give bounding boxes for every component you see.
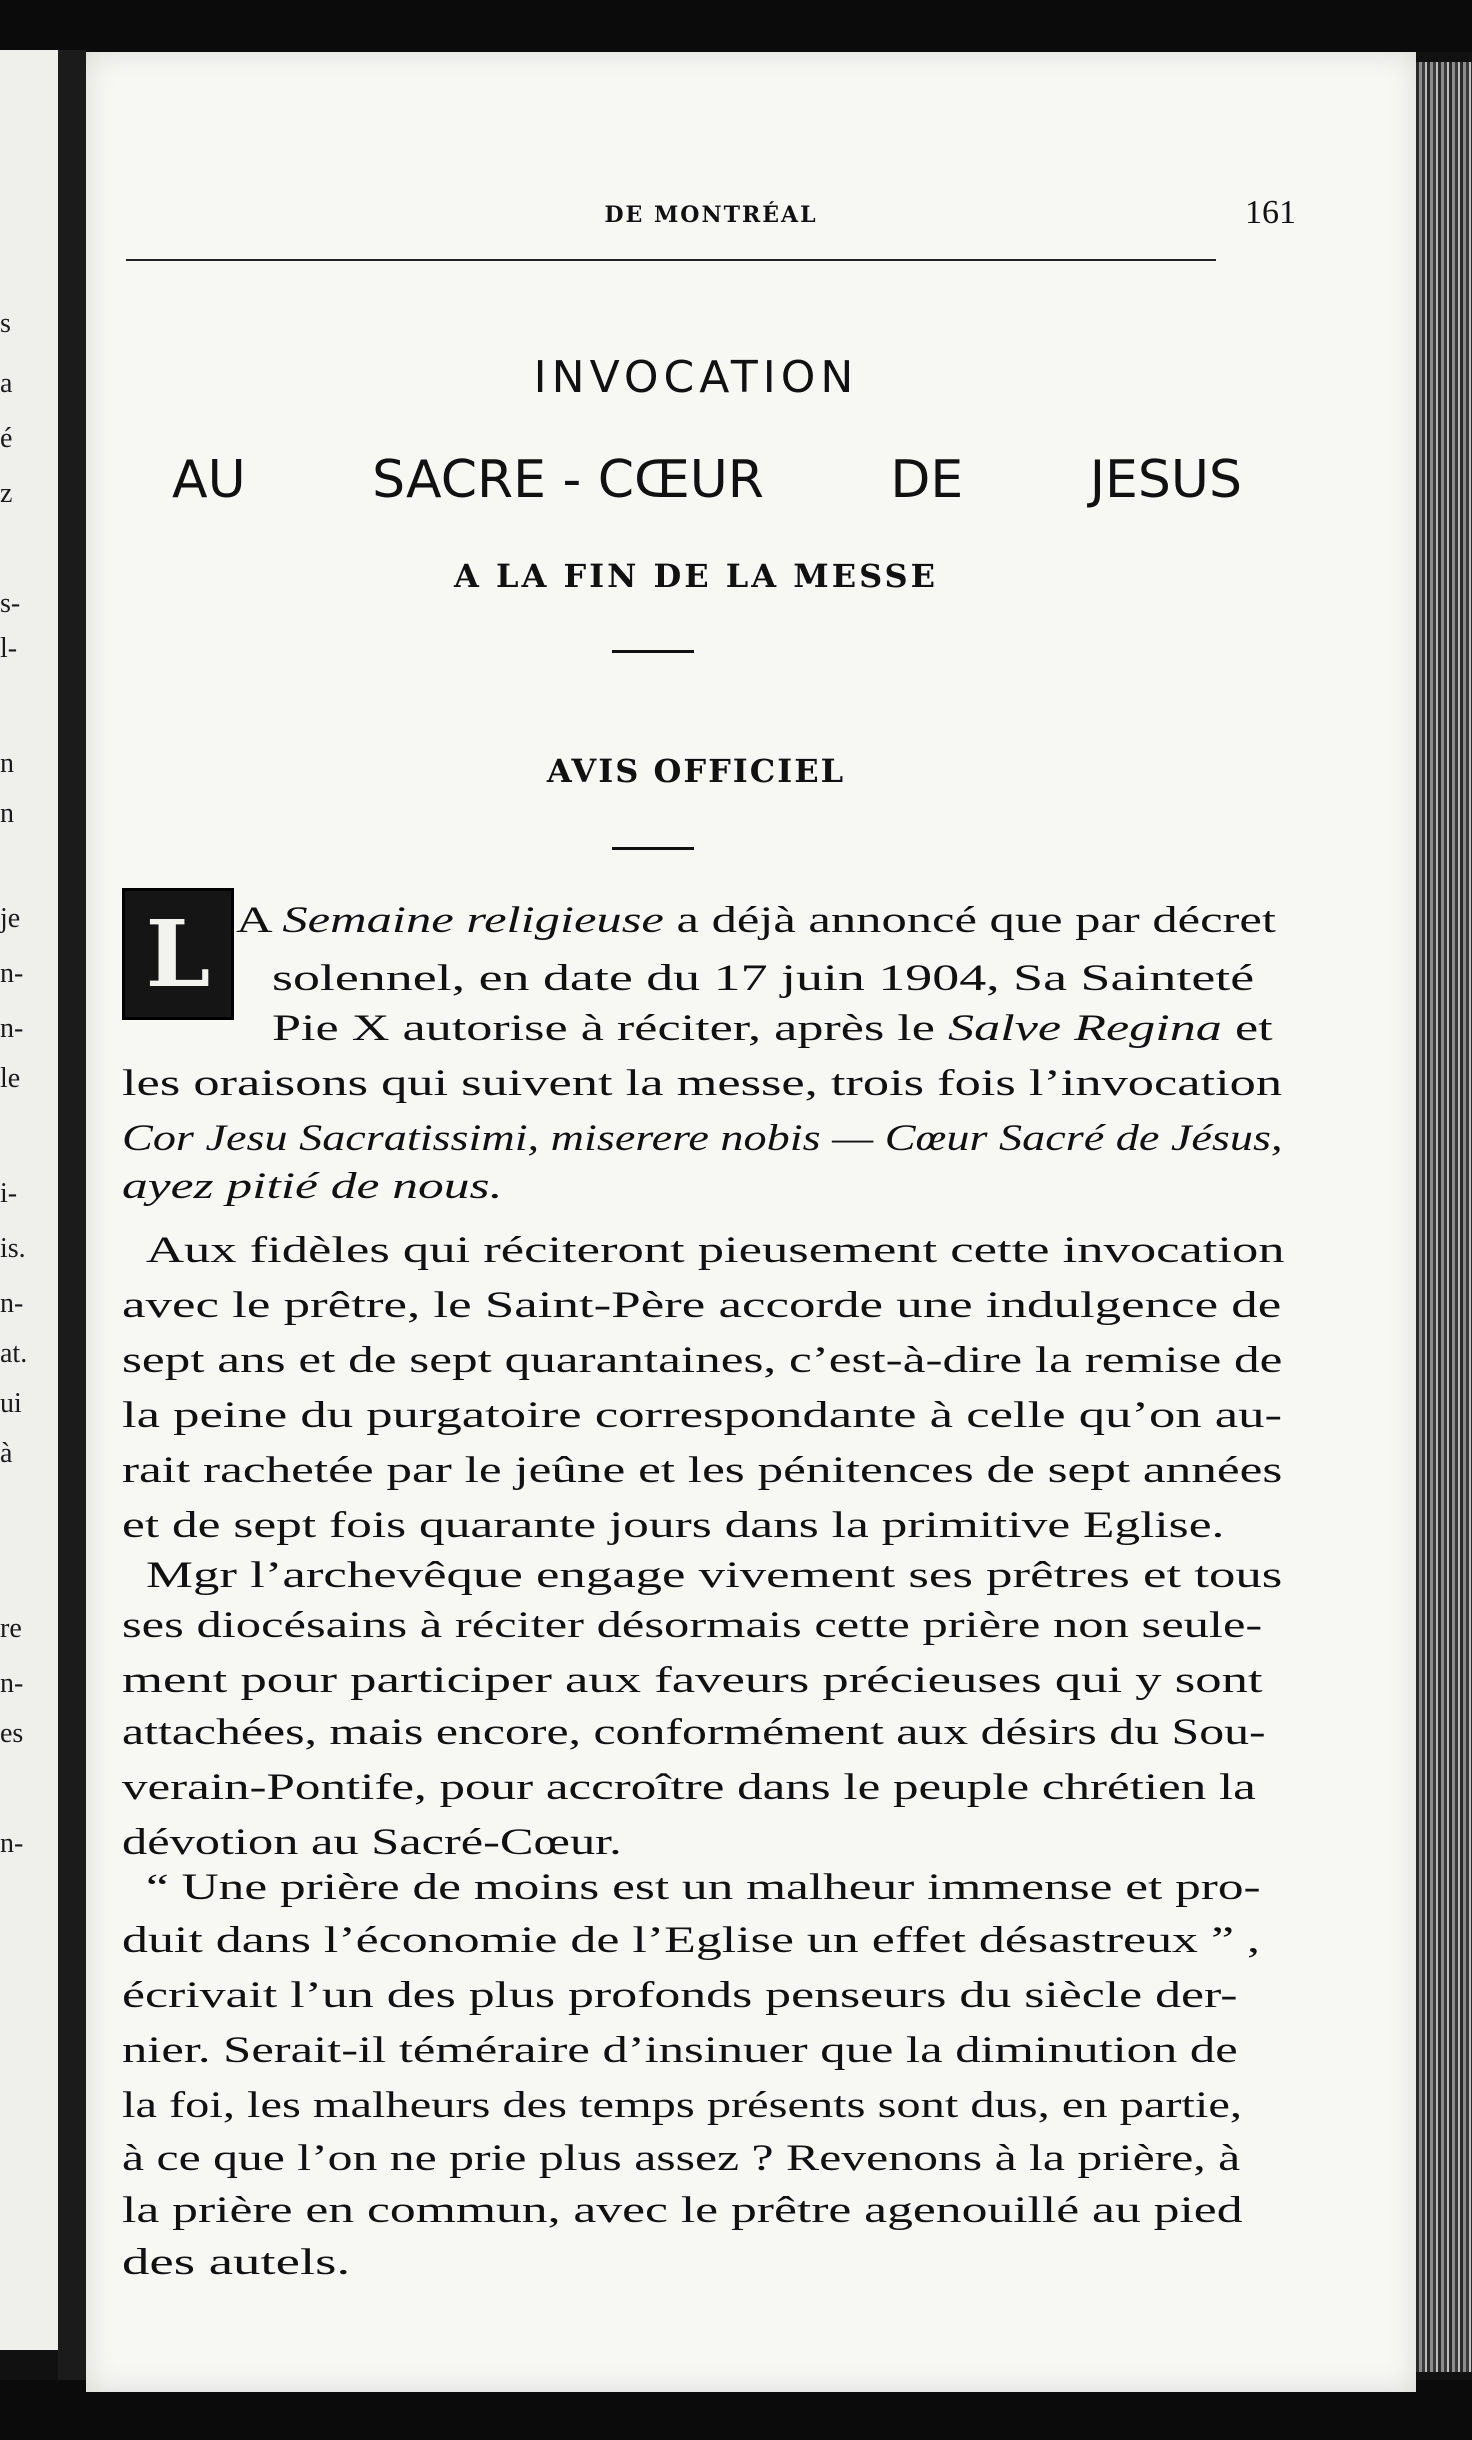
previous-page-fragment: n xyxy=(0,798,14,829)
text-line xyxy=(122,2192,1243,2229)
text-line xyxy=(122,1120,1283,1157)
text-line xyxy=(122,1507,1224,1544)
title-word: JESUS xyxy=(1089,450,1242,510)
text-run: Pie X autorise à réciter, après le xyxy=(272,1008,949,1049)
text-run: avec le prêtre, le Saint-Père accorde une indulgence de xyxy=(122,1285,1282,1326)
text-line xyxy=(146,1232,1285,1269)
subtitle-fin-messe: A LA FIN DE LA MESSE xyxy=(454,557,938,595)
previous-page-fragment: s xyxy=(0,308,11,339)
previous-page-fragment: le xyxy=(0,1063,21,1094)
section-heading-avis: AVIS OFFICIEL xyxy=(546,752,846,790)
previous-page-fragment: es xyxy=(0,1718,24,1749)
text-run: à ce que l’on ne prie plus assez ? Revenons à la prière, à xyxy=(122,2138,1241,2179)
drop-cap-ornament: L xyxy=(122,888,234,1020)
text-line xyxy=(122,1287,1281,1324)
title-word: SACRE - CŒUR xyxy=(372,450,764,510)
text-run: des autels. xyxy=(122,2242,351,2283)
previous-page-fragment: re xyxy=(0,1613,22,1644)
italic-text: Semaine religieuse xyxy=(282,900,664,941)
text-line xyxy=(146,1557,1282,1594)
previous-page-fragment: at. xyxy=(0,1338,28,1369)
text-line xyxy=(272,960,1254,997)
text-line xyxy=(122,1824,622,1861)
text-run: attachées, mais encore, conformément aux désirs du Sou- xyxy=(122,1712,1266,1753)
text-run: verain-Pontife, pour accroître dans le peuple chrétien la xyxy=(122,1767,1256,1808)
page-number: 161 xyxy=(1245,194,1296,231)
text-run: ment pour participer aux faveurs précieuses qui y sont xyxy=(122,1660,1263,1701)
ornament-rule-1 xyxy=(612,650,694,653)
text-run: la peine du purgatoire correspondante à celle qu’on au- xyxy=(122,1395,1283,1436)
text-line xyxy=(122,1922,1260,1959)
text-run: la foi, les malheurs des temps présents sont dus, en partie, xyxy=(122,2085,1242,2126)
previous-page-fragment: n- xyxy=(0,958,24,989)
book-gutter xyxy=(58,50,86,2380)
text-line xyxy=(122,1168,502,1205)
previous-page-fragment: é xyxy=(0,423,13,454)
previous-page-fragment: s- xyxy=(0,588,21,619)
text-run: la prière en commun, avec le prêtre agenouillé au pied xyxy=(122,2190,1243,2231)
previous-page-fragment: à xyxy=(0,1438,13,1469)
text-line xyxy=(122,2140,1240,2177)
text-line xyxy=(122,2087,1242,2124)
text-line xyxy=(122,1607,1262,1644)
book-page xyxy=(86,52,1416,2392)
text-line xyxy=(122,1714,1266,1751)
text-run: les oraisons qui suivent la messe, trois fois l’invocation xyxy=(122,1063,1283,1104)
running-head xyxy=(126,194,1296,242)
text-line xyxy=(122,2244,350,2281)
text-run: dévotion au Sacré-Cœur. xyxy=(122,1822,622,1863)
title-word: DE xyxy=(890,450,964,510)
header-rule xyxy=(126,259,1216,261)
previous-page-fragment: n- xyxy=(0,1288,24,1319)
text-run: et xyxy=(1221,1008,1273,1049)
previous-page-fragment: n- xyxy=(0,1013,24,1044)
text-line xyxy=(146,1869,1261,1906)
text-line xyxy=(122,1065,1282,1102)
title-word: AU xyxy=(172,450,246,510)
text-line xyxy=(122,1769,1256,1806)
previous-page-fragment: a xyxy=(0,368,13,399)
italic-text: Salve Regina xyxy=(948,1008,1222,1049)
text-line xyxy=(122,1397,1282,1434)
text-run: nier. Serait-il téméraire d’insinuer que la diminution de xyxy=(122,2030,1238,2071)
text-run: rait rachetée par le jeûne et les pénitences de sept années xyxy=(122,1450,1283,1491)
text-line xyxy=(122,1977,1237,2014)
previous-page-fragment: n- xyxy=(0,1668,24,1699)
previous-page-fragment: n xyxy=(0,748,14,779)
italic-text: Cor Jesu Sacratissimi, miserere nobis — Cœur Sacré de Jésus, xyxy=(122,1118,1283,1159)
italic-text: ayez pitié de nous. xyxy=(122,1166,503,1207)
text-line xyxy=(122,1662,1263,1699)
text-run: et de sept fois quarante jours dans la primitive Eglise. xyxy=(122,1505,1225,1546)
text-line xyxy=(122,2032,1238,2069)
text-run: “ Une prière de moins est un malheur immense et pro- xyxy=(146,1867,1261,1908)
running-title: DE MONTRÉAL xyxy=(604,202,818,228)
previous-page-fragment: is. xyxy=(0,1233,26,1264)
text-line xyxy=(122,1342,1282,1379)
page-stack-edge xyxy=(1416,62,1472,2372)
previous-page-fragment: z xyxy=(0,478,13,509)
text-run: duit dans l’économie de l’Eglise un effet désastreux ” , xyxy=(122,1920,1261,1961)
previous-page-fragment: l- xyxy=(0,633,18,664)
scan-border-top xyxy=(0,0,1472,52)
ornament-rule-2 xyxy=(612,847,694,850)
previous-page-fragment: ui xyxy=(0,1388,22,1419)
text-line xyxy=(122,1452,1282,1489)
text-run: solennel, en date du 17 juin 1904, Sa Sainteté xyxy=(272,958,1255,999)
text-line xyxy=(236,902,1276,939)
previous-page-fragment: i- xyxy=(0,1178,18,1209)
title-sacre-coeur xyxy=(172,450,1242,510)
text-run: ses diocésains à réciter désormais cette prière non seule- xyxy=(122,1605,1263,1646)
text-run: Aux fidèles qui réciteront pieusement cette invocation xyxy=(146,1230,1285,1271)
text-run: sept ans et de sept quarantaines, c’est-à-dire la remise de xyxy=(122,1340,1283,1381)
text-run: A xyxy=(236,900,283,941)
previous-page-fragment: n- xyxy=(0,1828,24,1859)
previous-page-fragment: je xyxy=(0,903,21,934)
title-invocation: INVOCATION xyxy=(533,352,859,403)
text-run: écrivait l’un des plus profonds penseurs du siècle der- xyxy=(122,1975,1238,2016)
text-line xyxy=(272,1010,1273,1047)
previous-page-edge xyxy=(0,50,58,2350)
text-run: Mgr l’archevêque engage vivement ses prêtres et tous xyxy=(146,1555,1283,1596)
text-run: a déjà annoncé que par décret xyxy=(663,900,1276,941)
